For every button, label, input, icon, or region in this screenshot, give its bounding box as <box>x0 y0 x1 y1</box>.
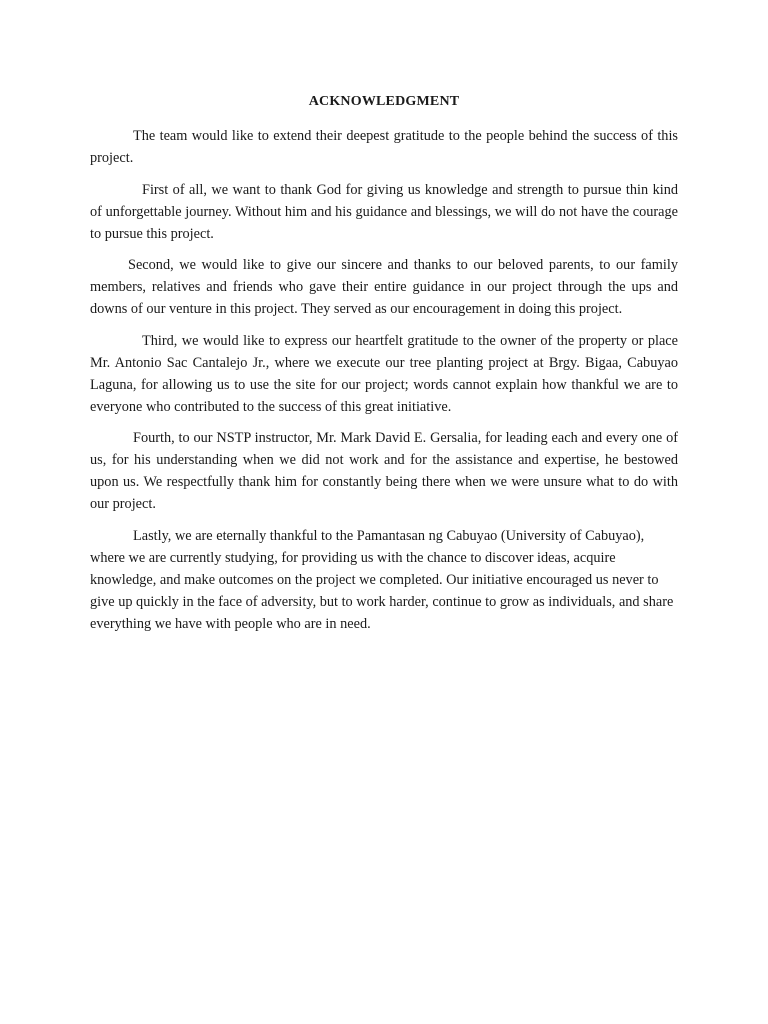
paragraph-fourth: Fourth, to our NSTP instructor, Mr. Mark David E. Gersalia, for leading each and every one of us, for his understanding when we did not work and for the assistance and expertise, he bestowed upon us. We respectfully thank him for constantly being there when we were unsure what to do with our project. <box>90 430 678 512</box>
document-body <box>90 125 678 644</box>
paragraph-first: First of all, we want to thank God for giving us knowledge and strength to pursue thin kind of unforgettable journey. Without him and his guidance and blessings, we will do not have the courage to pursue this project. <box>90 181 678 242</box>
page-title: ACKNOWLEDGMENT <box>308 94 460 109</box>
paragraph-second: Second, we would like to give our sincere and thanks to our beloved parents, to our family members, relatives and friends who gave their entire guidance in our project through the ups and downs of our venture in this project. They served as our encouragement in doing this project. <box>90 257 678 317</box>
paragraph-intro: The team would like to extend their deepest gratitude to the people behind the success of this project. <box>90 128 678 166</box>
paragraph-lastly: Lastly, we are eternally thankful to the Pamantasan ng Cabuyao (University of Cabuyao), where we are currently studying, for providing us with the chance to discover ideas, acquire knowledge, and make outcomes on the project we completed. Our initiative encouraged us never to give up quickly in the face of adversity, but to work harder, continue to grow as individuals, and share everything we have with people who are in need. <box>90 527 674 632</box>
paragraph-third: Third, we would like to express our heartfelt gratitude to the owner of the property or place Mr. Antonio Sac Cantalejo Jr., where we execute our tree planting project at Brgy. Bigaa, Cabuyao Laguna, for allowing us to use the site for our project; words cannot explain how thankful we are to everyone who contributed to the success of this great initiative. <box>90 332 678 415</box>
